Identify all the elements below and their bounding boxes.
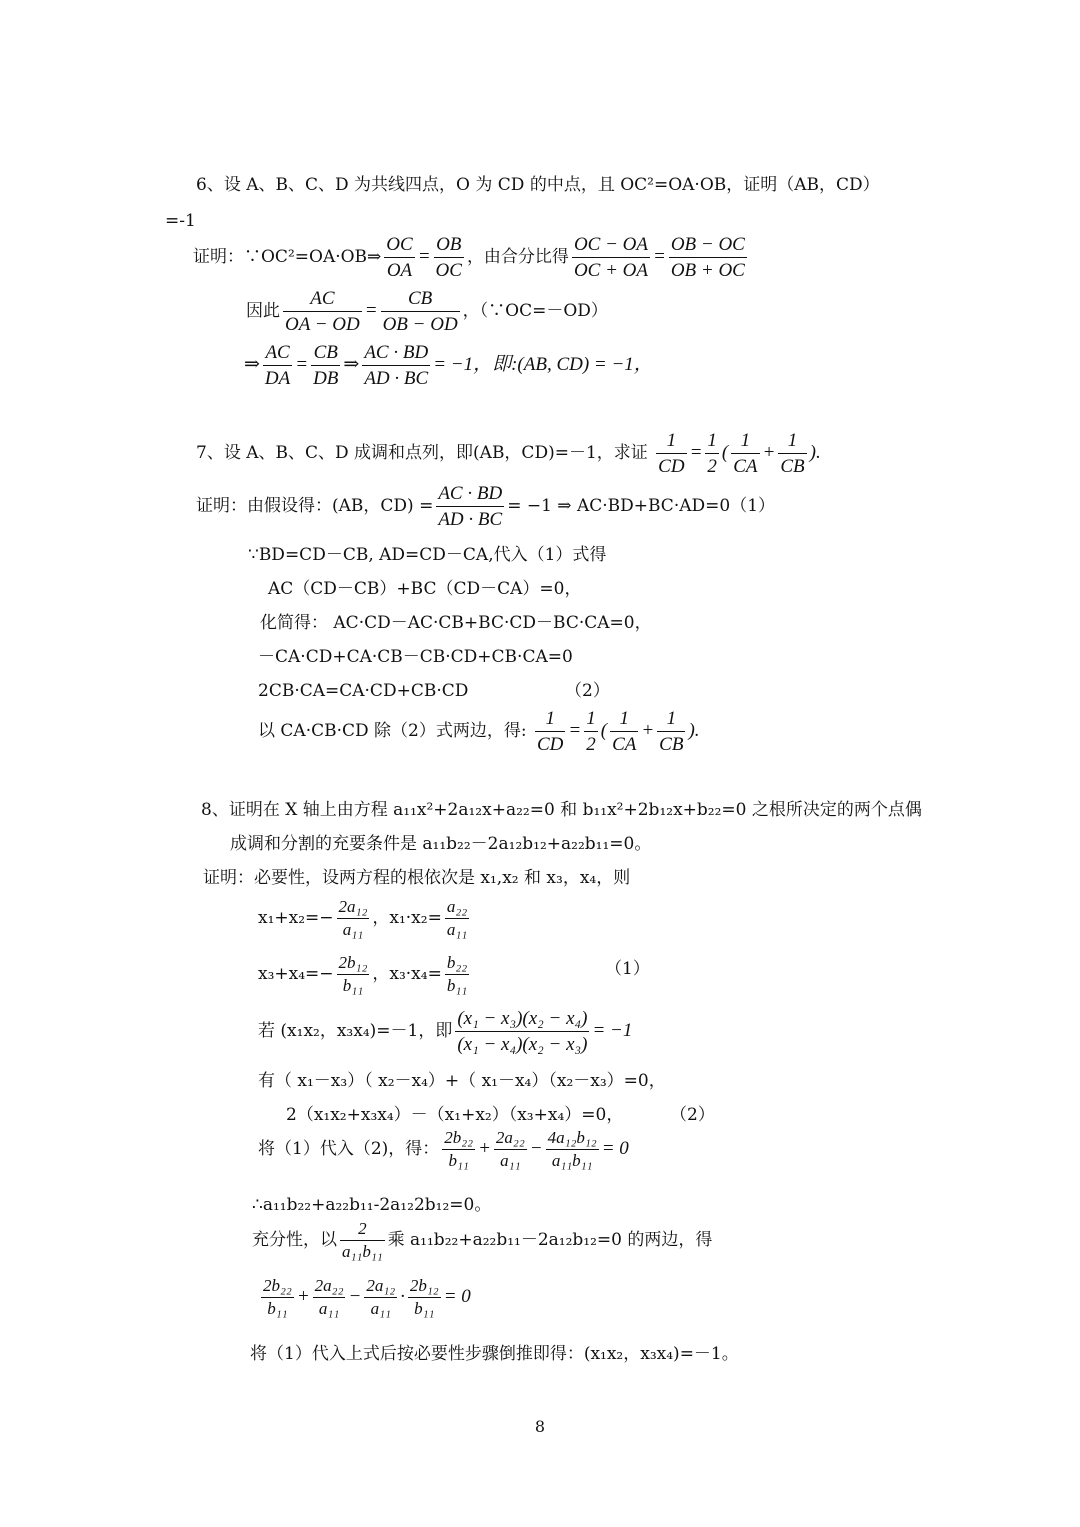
vieta-prod12: ，x₁·x₂= xyxy=(372,908,442,928)
fraction: $\frac{AC \cdot BD}{AD \cdot BC}$ xyxy=(438,483,503,530)
problem7-step6-line: 以 CA·CB·CD 除（2）式两边，得: $\frac{1}{CD}$ = $\frac{1}{2}$ ( $\frac{1}{CA}$ + $\frac{1}{CB}$ ). xyxy=(258,708,700,755)
problem8-sub-text: 将（1）代入（2)，得： xyxy=(258,1139,440,1159)
fraction: $\frac{\text{2a₂₂}}{\text{a₁₁}}$ xyxy=(495,1128,525,1170)
fraction: $\frac{AC \cdot BD}{AD \cdot BC}$ xyxy=(364,342,429,389)
fraction: $\frac{1}{CD}$ xyxy=(658,430,685,477)
fraction: $\frac{2}{\text{a₁₁b₁₁}}$ xyxy=(342,1219,383,1261)
problem6-because-note: ，（∵OC=－OD） xyxy=(462,301,608,321)
vieta-prod34: ，x₃·x₄= xyxy=(372,964,442,984)
fraction: $\frac{1}{CA}$ xyxy=(733,430,758,477)
problem8-have-text: 有（ x₁－x₃）（ x₂－x₄）+（ x₁－x₄）（x₂－x₃）=0， xyxy=(258,1071,666,1091)
problem7-step3: 化简得： AC·CD－AC·CB+BC·CD－BC·CA=0， xyxy=(260,613,652,633)
fraction: $\frac{1}{CB}$ xyxy=(780,430,805,477)
page-number: 8 xyxy=(534,1417,546,1436)
fraction: $\frac{1}{CA}$ xyxy=(612,708,637,755)
fraction: $\frac{OC}{OA}$ xyxy=(386,234,413,281)
problem8-statement-line2: 成调和分割的充要条件是 a₁₁b₂₂－2a₁₂b₁₂+a₂₂b₁₁=0。 xyxy=(230,834,652,854)
problem6-therefore: 因此 xyxy=(246,301,280,321)
fraction: $\frac{CB}{DB}$ xyxy=(313,342,339,389)
problem7-proof-prefix: 证明：由假设得：(AB，CD) = xyxy=(196,496,434,516)
problem8-last-line: 将（1）代入上式后按必要性步骤倒推即得：(x₁x₂，x₃x₄)=－1。 xyxy=(250,1344,739,1364)
problem8-tag1: （1） xyxy=(605,959,650,979)
problem8-eq2-text: 2（x₁x₂+x₃x₄）－（x₁+x₂）（x₃+x₄）=0， xyxy=(286,1105,624,1125)
fraction: $\frac{AC}{OA - OD}$ xyxy=(285,288,360,335)
problem8-necessity: 证明：必要性，设两方程的根依次是 x₁,x₂ 和 x₃，x₄，则 xyxy=(203,868,631,888)
vieta-sum34: x₃+x₄=− xyxy=(258,964,334,984)
fraction: $\frac{\text{2a₁₂}}{\text{a₁₁}}$ xyxy=(366,1276,396,1318)
problem7-proof-line xyxy=(196,481,775,532)
fraction: $\frac{\text{2a₂₂}}{\text{a₁₁}}$ xyxy=(314,1276,344,1318)
zero-rhs: = 0 xyxy=(601,1138,629,1159)
fraction: $\frac{OC - OA}{OC + OA}$ xyxy=(573,234,648,281)
fraction: $\frac{\text{2b₁₂}}{\text{b₁₁}}$ xyxy=(338,953,368,995)
problem8-sufficiency-prefix: 充分性，以 xyxy=(252,1230,337,1250)
problem6-statement-line1: 6、设 A、B、C、D 为共线四点，O 为 CD 的中点，且 OC²=OA·OB，证明（AB，CD） xyxy=(196,175,880,195)
problem7-statement-line: 7、设 A、B、C、D 成调和点列，即(AB，CD)=－1，求证 $\frac{1}{CD}$ = $\frac{1}{2}$ ( $\frac{1}{CA}$ + $\frac{1}{CB}$ ). xyxy=(196,430,821,477)
fraction: $\frac{CB}{OB - OD}$ xyxy=(382,288,458,335)
fraction: $\frac{\text{4a₁₂b₁₂}}{\text{a₁₁b₁₁}}$ xyxy=(547,1128,597,1170)
problem8-sufficiency-suffix: 乘 a₁₁b₂₂+a₂₂b₁₁－2a₁₂b₁₂=0 的两边，得 xyxy=(387,1230,713,1250)
problem6-result: = −1，即:(AB, CD) = −1， xyxy=(433,354,653,375)
fraction: $\frac{\text{(x₁ − x₃)(x₂ − x₄)}}{\text{(x₁ − x₄)(x₂ − x₃)}}$ xyxy=(457,1008,588,1055)
problem6-proof-prefix: 证明：∵OC²=OA·OB⇒ xyxy=(193,247,382,267)
fraction: $\frac{\text{a₂₂}}{\text{a₁₁}}$ xyxy=(446,897,468,939)
problem6-statement-line2: =-1 xyxy=(165,211,196,231)
fraction: $\frac{\text{2b₁₂}}{\text{b₁₁}}$ xyxy=(409,1276,439,1318)
problem8-statement-line1: 8、证明在 X 轴上由方程 a₁₁x²+2a₁₂x+a₂₂=0 和 b₁₁x²+2b₁₂x+b₂₂=0 之根所决定的两个点偶 xyxy=(201,800,922,820)
problem8-vieta-line1 xyxy=(258,896,472,941)
problem8-conclusion: ∴a₁₁b₂₂+a₂₂b₁₁-2a₁₂2b₁₂=0。 xyxy=(252,1195,492,1215)
problem7-step4: －CA·CD+CA·CB－CB·CD+CB·CA=0 xyxy=(258,647,573,667)
problem8-sufficiency-line xyxy=(252,1218,712,1263)
problem7-equation-tag: （2） xyxy=(565,681,610,701)
problem7-step6: 以 CA·CB·CD 除（2）式两边，得: xyxy=(258,721,527,741)
problem7-proof-suffix: = −1 ⇒ AC·BD+BC·AD=0（1） xyxy=(507,496,776,516)
problem8-vieta-line2 xyxy=(258,952,472,997)
fraction: $\frac{1}{CD}$ xyxy=(537,708,564,755)
problem8-if-text: 若 (x₁x₂，x₃x₄)=－1，即 xyxy=(258,1021,453,1041)
problem7-statement: 7、设 A、B、C、D 成调和点列，即(AB，CD)=－1，求证 xyxy=(196,443,648,463)
zero-rhs: = 0 xyxy=(443,1286,471,1307)
problem8-substitution-line: 将（1）代入（2)，得： $\frac{\text{2b₂₂}}{\text{b₁₁}}$ + $\frac{\text{2a₂₂}}{\text{a₁₁}}$ − $\frac{\text{4a₁₂b₁₂}}{\text{a₁₁b₁₁}}$ = 0 xyxy=(258,1128,629,1170)
fraction: $\frac{\text{2b₂₂}}{\text{b₁₁}}$ xyxy=(263,1276,292,1318)
fraction: $\frac{\text{2a₁₂}}{\text{a₁₁}}$ xyxy=(338,897,368,939)
fraction: $\frac{1}{2}$ xyxy=(707,430,717,477)
problem6-proof-line2: 因此 $\frac{AC}{OA - OD}$ = $\frac{CB}{OB - OD}$ ，（∵OC=－OD） xyxy=(246,288,608,335)
vieta-sum12: x₁+x₂=− xyxy=(258,908,334,928)
problem7-step1: ∵BD=CD－CB, AD=CD－CA,代入（1）式得 xyxy=(248,545,607,565)
problem8-cross-ratio-line xyxy=(258,1006,632,1057)
problem8-final-equation: $\frac{\text{2b₂₂}}{\text{b₁₁}}$ + $\frac{\text{2a₂₂}}{\text{a₁₁}}$ − $\frac{\text{2a₁₂}}{\text{a₁₁}}$ · $\frac{\text{2b₁₂}}{\text{b₁₁}}$ = 0 xyxy=(263,1276,471,1318)
fraction: $\frac{1}{CB}$ xyxy=(659,708,684,755)
problem6-proof-line1: 证明：∵OC²=OA·OB⇒ $\frac{OC}{OA}$ = $\frac{OB}{OC}$ ，由合分比得 $\frac{OC - OA}{OC + OA}$ = $\frac{OB - OC}{OB + OC}$ xyxy=(193,234,745,281)
problem6-proof-line3: ⇒ $\frac{AC}{DA}$ = $\frac{CB}{DB}$ ⇒ $\frac{AC \cdot BD}{AD \cdot BC}$ = −1，即:(AB, CD) = −1， xyxy=(244,342,653,389)
cross-ratio-rhs: = −1 xyxy=(592,1020,633,1041)
problem6-mid-text: ，由合分比得 xyxy=(466,247,569,267)
fraction: $\frac{\text{2b₂₂}}{\text{b₁₁}}$ xyxy=(444,1128,474,1170)
problem7-step5: 2CB·CA=CA·CD+CB·CD xyxy=(258,681,469,701)
problem7-step2: AC（CD－CB）+BC（CD－CA）=0， xyxy=(268,579,582,599)
fraction: $\frac{OB - OC}{OB + OC}$ xyxy=(670,234,745,281)
fraction: $\frac{1}{2}$ xyxy=(586,708,596,755)
fraction: $\frac{\text{b₂₂}}{\text{b₁₁}}$ xyxy=(446,953,468,995)
fraction: $\frac{OB}{OC}$ xyxy=(435,234,462,281)
problem8-tag2: （2） xyxy=(670,1105,715,1125)
fraction: $\frac{AC}{DA}$ xyxy=(264,342,291,389)
